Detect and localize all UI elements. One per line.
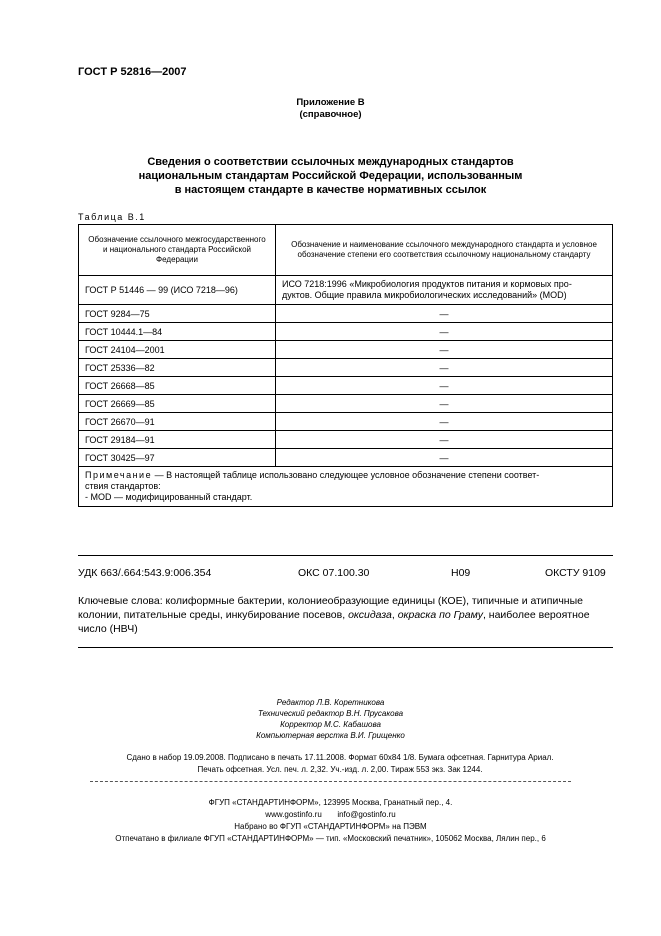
email-link[interactable]: info@gostinfo.ru xyxy=(337,810,396,819)
keywords-text: Ключевые слова: колиформные бактерии, колониеобразующие единицы (КОЕ), типичные и атипичные колонии, питательные среды, инкубирование посевов, xyxy=(78,595,583,621)
table-cell-international xyxy=(276,276,613,305)
table-cell-international: — xyxy=(276,305,613,323)
keywords-text: , наиболее вероятное число (НВЧ) xyxy=(78,609,590,635)
table-note-row xyxy=(79,467,613,507)
address-line: Отпечатано в филиале ФГУП «СТАНДАРТИНФОРМ» — тип. «Московский печатник», 105062 Москва, Лялин пер., 6 xyxy=(115,834,546,843)
table-cell-national: ГОСТ 26670—91 xyxy=(79,413,276,431)
table-cell-national: ГОСТ 10444.1—84 xyxy=(79,323,276,341)
table-caption: Таблица В.1 xyxy=(78,212,146,222)
keywords-italic: оксидаза xyxy=(348,609,392,621)
note-line: - MOD — модифицированный стандарт. xyxy=(85,492,253,502)
table-row xyxy=(79,431,613,449)
table-cell-national: ГОСТ Р 51446 — 99 (ИСО 7218—96) xyxy=(79,276,276,305)
note-line: ствия стандартов: xyxy=(85,481,161,491)
table-cell-international: — xyxy=(276,359,613,377)
publisher-address xyxy=(0,797,661,845)
table-cell-national: ГОСТ 30425—97 xyxy=(79,449,276,467)
credit-layout: Компьютерная верстка В.И. Грищенко xyxy=(256,731,405,740)
website-link[interactable]: www.gostinfo.ru xyxy=(265,810,322,819)
table-cell-international: — xyxy=(276,341,613,359)
table-row xyxy=(79,449,613,467)
table-row xyxy=(79,377,613,395)
column-header-international: Обозначение и наименование ссылочного международного стандарта и условное обозначение степени его соответствия ссылочному национальному стандарту xyxy=(276,225,613,276)
table-cell-national: ГОСТ 29184—91 xyxy=(79,431,276,449)
oks-code: ОКС 07.100.30 xyxy=(298,567,370,579)
table-cell-national: ГОСТ 26669—85 xyxy=(79,395,276,413)
publishing-line: Печать офсетная. Усл. печ. л. 2,32. Уч.-изд. л. 2,00. Тираж 553 экз. Зак 1244. xyxy=(197,765,483,774)
note-text: — В настоящей таблице использовано следующее условное обозначение степени соответ- xyxy=(152,470,540,480)
table-cell-international: — xyxy=(276,413,613,431)
column-header-national: Обозначение ссылочного межгосударственного и национального стандарта Российской Федерации xyxy=(79,225,276,276)
table-note xyxy=(79,467,613,507)
credit-tech-editor: Технический редактор В.Н. Прусакова xyxy=(257,709,404,718)
table-cell-international: — xyxy=(276,449,613,467)
keywords xyxy=(78,594,618,636)
table-row xyxy=(79,413,613,431)
address-line: ФГУП «СТАНДАРТИНФОРМ», 123995 Москва, Гранатный пер., 4. xyxy=(208,798,453,807)
divider xyxy=(78,555,613,556)
note-label: Примечание xyxy=(85,470,153,480)
section-title-line-2: национальным стандартам Российской Федерации, использованным xyxy=(138,170,523,182)
address-line: Набрано во ФГУП «СТАНДАРТИНФОРМ» на ПЭВМ xyxy=(234,822,427,831)
standards-table xyxy=(78,224,613,507)
document-code: ГОСТ Р 52816—2007 xyxy=(78,66,187,78)
cell-line: ИСО 7218:1996 «Микробиология продуктов питания и кормовых про- xyxy=(282,279,572,289)
table-cell-national: ГОСТ 26668—85 xyxy=(79,377,276,395)
table-cell-international: — xyxy=(276,395,613,413)
table-cell-national: ГОСТ 9284—75 xyxy=(79,305,276,323)
appendix-kind: (справочное) xyxy=(299,109,362,120)
table-cell-international: — xyxy=(276,377,613,395)
table-row xyxy=(79,276,613,305)
section-title-line-1: Сведения о соответствии ссылочных международных стандартов xyxy=(147,156,514,168)
contact-line xyxy=(0,809,661,821)
section-title xyxy=(0,155,661,197)
table-cell-national: ГОСТ 25336—82 xyxy=(79,359,276,377)
publishing-info xyxy=(70,752,610,776)
table-header-row xyxy=(79,225,613,276)
publishing-line: Сдано в набор 19.09.2008. Подписано в печать 17.11.2008. Формат 60х84 1/8. Бумага офсетная. Гарнитура Ариал. xyxy=(126,753,554,762)
table-cell-national: ГОСТ 24104—2001 xyxy=(79,341,276,359)
table-row xyxy=(79,323,613,341)
okstu-code: ОКСТУ 9109 xyxy=(545,567,606,579)
credit-editor: Редактор Л.В. Коретникова xyxy=(276,698,385,707)
table-row xyxy=(79,341,613,359)
table-row xyxy=(79,359,613,377)
appendix-title: Приложение В xyxy=(296,97,365,108)
divider xyxy=(78,647,613,648)
keywords-italic: окраска по Граму xyxy=(397,609,483,621)
keywords-text: , xyxy=(391,609,398,621)
credit-corrector: Корректор М.С. Кабашова xyxy=(280,720,381,729)
table-row xyxy=(79,395,613,413)
note-line xyxy=(85,470,606,481)
cell-line: дуктов. Общие правила микробиологических исследований» (MOD) xyxy=(282,290,567,300)
credits xyxy=(0,697,661,741)
section-title-line-3: в настоящем стандарте в качестве нормативных ссылок xyxy=(174,184,487,196)
udk-code: УДК 663/.664:543.9:006.354 xyxy=(78,567,212,579)
dashed-divider xyxy=(90,781,571,782)
table-cell-international: — xyxy=(276,431,613,449)
table-row xyxy=(79,305,613,323)
group-code: Н09 xyxy=(451,567,471,579)
appendix-heading xyxy=(0,97,661,121)
table-cell-international: — xyxy=(276,323,613,341)
